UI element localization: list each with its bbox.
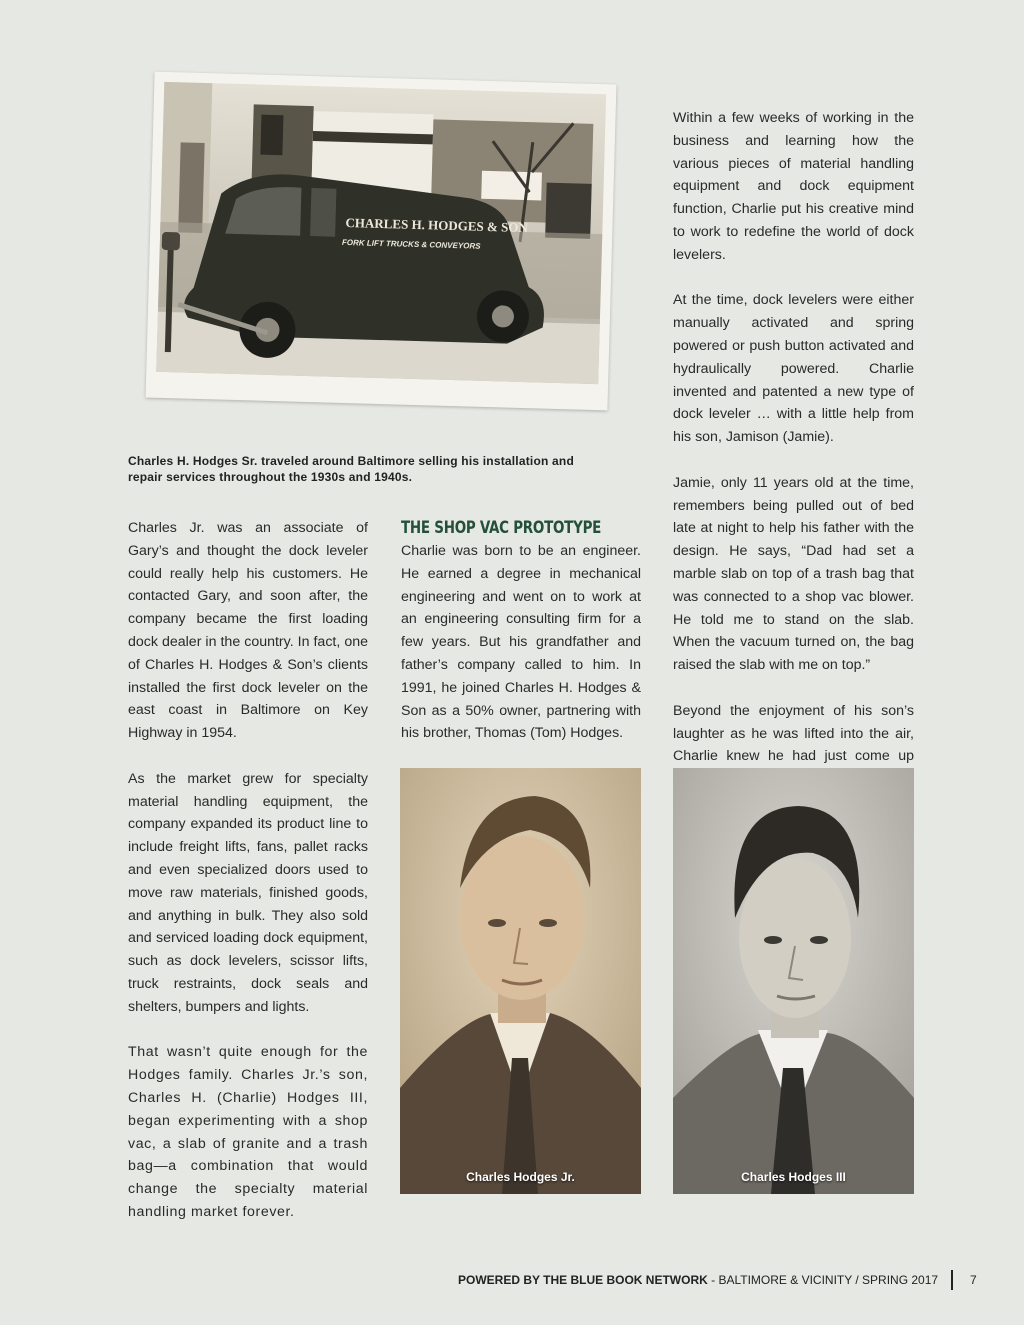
- vintage-truck-photo: [146, 72, 617, 411]
- footer-divider: [951, 1270, 953, 1290]
- footer: [458, 1273, 938, 1287]
- portrait-caption-iii: Charles Hodges III: [741, 1170, 846, 1184]
- footer-edition: - BALTIMORE & VICINITY / SPRING 2017: [707, 1273, 939, 1287]
- page-number: 7: [970, 1273, 977, 1287]
- section-heading: THE SHOP VAC PROTOTYPE: [401, 518, 602, 538]
- portrait-charles-hodges-iii: [673, 768, 914, 1194]
- column-1: [128, 517, 368, 1247]
- photo-caption: Charles H. Hodges Sr. traveled around Baltimore selling his installation and repair services throughout the 1930s and 1940s.: [128, 454, 574, 484]
- col3-paragraph-4: Beyond the enjoyment of his son’s laughter as he was lifted into the air, Charlie knew he had just come up: [673, 702, 914, 765]
- col3-paragraph-1: Within a few weeks of working in the business and learning how the various pieces of material handling equipment and dock equipment function, Charlie put his creative mind to work to redefine the world of dock levelers.: [673, 110, 914, 263]
- portrait-charles-hodges-jr: [400, 768, 641, 1194]
- col2-paragraph-1: Charlie was born to be an engineer. He earned a degree in mechanical engineering and went on to work at an engineering consulting firm for a few years. But his grandfather and father’s company called to him. In 1991, he joined Charles H. Hodges & Son as a 50% owner, partnering with his brother, Thomas (Tom) Hodges.: [401, 543, 641, 742]
- footer-brand: POWERED BY THE BLUE BOOK NETWORK: [458, 1273, 708, 1287]
- col1-paragraph-2: As the market grew for specialty material handling equipment, the company expanded its product line to include freight lifts, fans, pallet racks and even specialized doors used to move raw materials, finished goods, and anything in bulk. They also sold and serviced loading dock equipment, such as dock levelers, scissor lifts, truck restraints, dock seals and shelters, bumpers and lights.: [128, 770, 368, 1015]
- col1-paragraph-1: Charles Jr. was an associate of Gary’s and thought the dock leveler could really help his customers. He contacted Gary, and soon after, the company became the first loading dock dealer in the country. In fact, one of Charles H. Hodges & Son’s clients installed the first dock leveler on the east coast in Baltimore on Key Highway in 1954.: [128, 520, 368, 742]
- truck-sign-line2: FORK LIFT TRUCKS & CONVEYORS: [341, 237, 481, 251]
- col3-paragraph-3: Jamie, only 11 years old at the time, remembers being pulled out of bed late at night to help his father with the design. He says, “Dad had set a marble slab on top of a trash bag that was connected to a shop vac blower. He told me to stand on the slab. When the vacuum turned on, the bag raised the slab with me on top.”: [673, 474, 914, 674]
- col1-paragraph-3: That wasn’t quite enough for the Hodges family. Charles Jr.’s son, Charles H. (Charlie) Hodges III, began experimenting with a shop vac, a slab of granite and a trash bag—a combination that would change the specialty material handling market forever.: [128, 1044, 368, 1220]
- col3-paragraph-2: At the time, dock levelers were either manually activated and spring powered or push button activated and hydraulically powered. Charlie invented and patented a new type of dock leveler … with a little help from his son, Jamison (Jamie).: [673, 292, 914, 446]
- truck-sign-line1: CHARLES H. HODGES & SON: [345, 215, 529, 236]
- portrait-caption-jr: Charles Hodges Jr.: [466, 1170, 575, 1184]
- column-2: [401, 517, 641, 768]
- column-3: [673, 107, 914, 837]
